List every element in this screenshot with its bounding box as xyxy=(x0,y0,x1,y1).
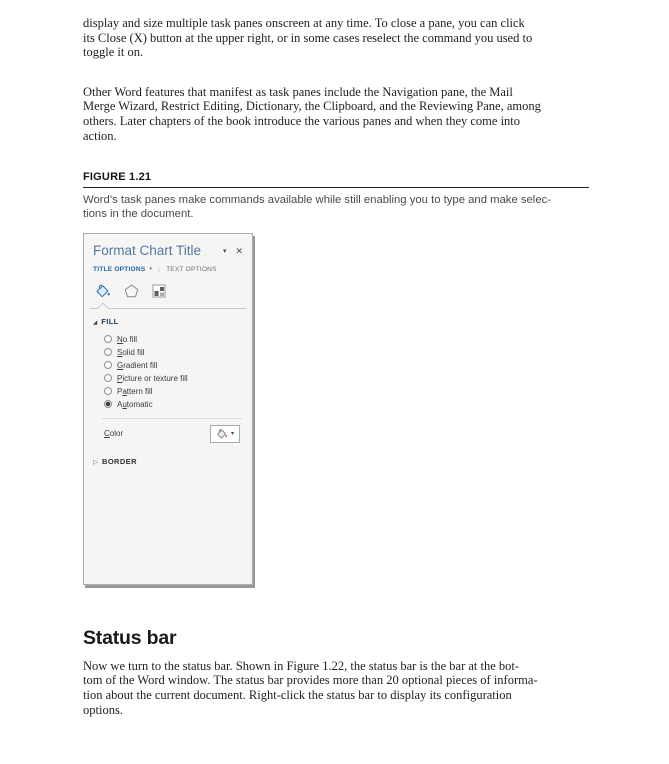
option-label: No fill xyxy=(117,334,138,344)
radio-automatic[interactable] xyxy=(104,398,252,411)
paragraph xyxy=(83,85,589,143)
figure-caption xyxy=(83,194,589,222)
size-properties-chart-icon[interactable] xyxy=(152,284,166,298)
tab-text-options[interactable]: TEXT OPTIONS xyxy=(166,265,217,273)
fill-line-paint-bucket-icon[interactable] xyxy=(95,283,111,298)
pane-titlebar xyxy=(84,234,252,258)
option-label: Pattern fill xyxy=(117,386,153,396)
radio-pattern-fill[interactable] xyxy=(104,385,252,398)
radio-button[interactable] xyxy=(104,348,112,356)
radio-button[interactable] xyxy=(104,374,112,382)
section-heading: Status bar xyxy=(83,626,177,649)
paint-bucket-icon xyxy=(216,428,228,439)
format-chart-title-task-pane xyxy=(83,233,253,585)
text-line: Other Word features that manifest as task panes include the Navigation pane, the Mail xyxy=(83,84,513,99)
fill-options-list xyxy=(104,333,252,411)
color-picker-button[interactable] xyxy=(210,425,240,443)
option-label: Picture or texture fill xyxy=(117,373,188,383)
pane-icon-toolbar xyxy=(84,273,252,300)
radio-gradient-fill[interactable] xyxy=(104,359,252,372)
text-line: options. xyxy=(83,702,123,717)
option-label: Solid fill xyxy=(117,347,145,357)
text-line: toggle it on. xyxy=(83,45,144,60)
close-icon[interactable]: ✕ xyxy=(235,245,243,256)
section-expanded-icon: ◢ xyxy=(93,319,98,326)
chevron-down-icon[interactable]: ▾ xyxy=(149,266,153,273)
text-line: display and size multiple task panes onscreen at any time. To close a pane, you can click xyxy=(83,16,525,30)
pointer-notch xyxy=(97,303,108,314)
section-collapsed-icon: ▷ xyxy=(93,458,98,466)
text-line: its Close (X) button at the upper right, or in some cases reselect the command you used to xyxy=(83,30,533,45)
pane-tabs xyxy=(84,258,252,273)
color-label: Color xyxy=(104,429,124,439)
border-section-header[interactable] xyxy=(93,457,252,466)
paragraph xyxy=(83,659,589,717)
radio-picture-texture-fill[interactable] xyxy=(104,372,252,385)
pane-options-dropdown-icon[interactable]: ▾ xyxy=(222,248,227,256)
text-line: Merge Wizard, Restrict Editing, Dictionary, the Clipboard, and the Reviewing Pane, among xyxy=(83,99,541,114)
border-section-label: BORDER xyxy=(102,456,137,466)
paragraph xyxy=(83,16,589,60)
radio-button[interactable] xyxy=(104,387,112,395)
radio-no-fill[interactable] xyxy=(104,333,252,346)
fill-section-header[interactable] xyxy=(93,317,252,326)
tab-divider: | xyxy=(158,265,161,273)
radio-button[interactable] xyxy=(104,361,112,369)
option-label: Automatic xyxy=(117,399,153,409)
radio-solid-fill[interactable] xyxy=(104,346,252,359)
color-row xyxy=(104,424,240,444)
text-line: Now we turn to the status bar. Shown in Figure 1.22, the status bar is the bar at the bot- xyxy=(83,658,520,673)
pane-title: Format Chart Title xyxy=(93,242,202,258)
text-line: Word’s task panes make commands available while still enabling you to type and make selec- xyxy=(83,194,552,207)
text-line: others. Later chapters of the book introduce the various panes and when they come into xyxy=(83,113,521,128)
text-line: tion about the current document. Right-click the status bar to display its configuration xyxy=(83,687,512,702)
text-line: tions in the document. xyxy=(83,207,194,220)
figure-label: FIGURE 1.21 xyxy=(83,171,589,188)
text-line: tom of the Word window. The status bar provides more than 20 optional pieces of informa- xyxy=(83,673,538,688)
radio-button[interactable] xyxy=(104,335,112,343)
text-line: action. xyxy=(83,128,117,143)
option-label: Gradient fill xyxy=(117,360,158,370)
chevron-down-icon: ▾ xyxy=(230,431,234,438)
divider xyxy=(102,418,242,419)
radio-button-selected[interactable] xyxy=(104,400,112,408)
tab-title-options[interactable]: TITLE OPTIONS xyxy=(93,265,146,273)
fill-section-label: FILL xyxy=(101,316,119,326)
active-icon-pointer-divider xyxy=(90,308,246,309)
effects-pentagon-icon[interactable] xyxy=(124,284,139,298)
